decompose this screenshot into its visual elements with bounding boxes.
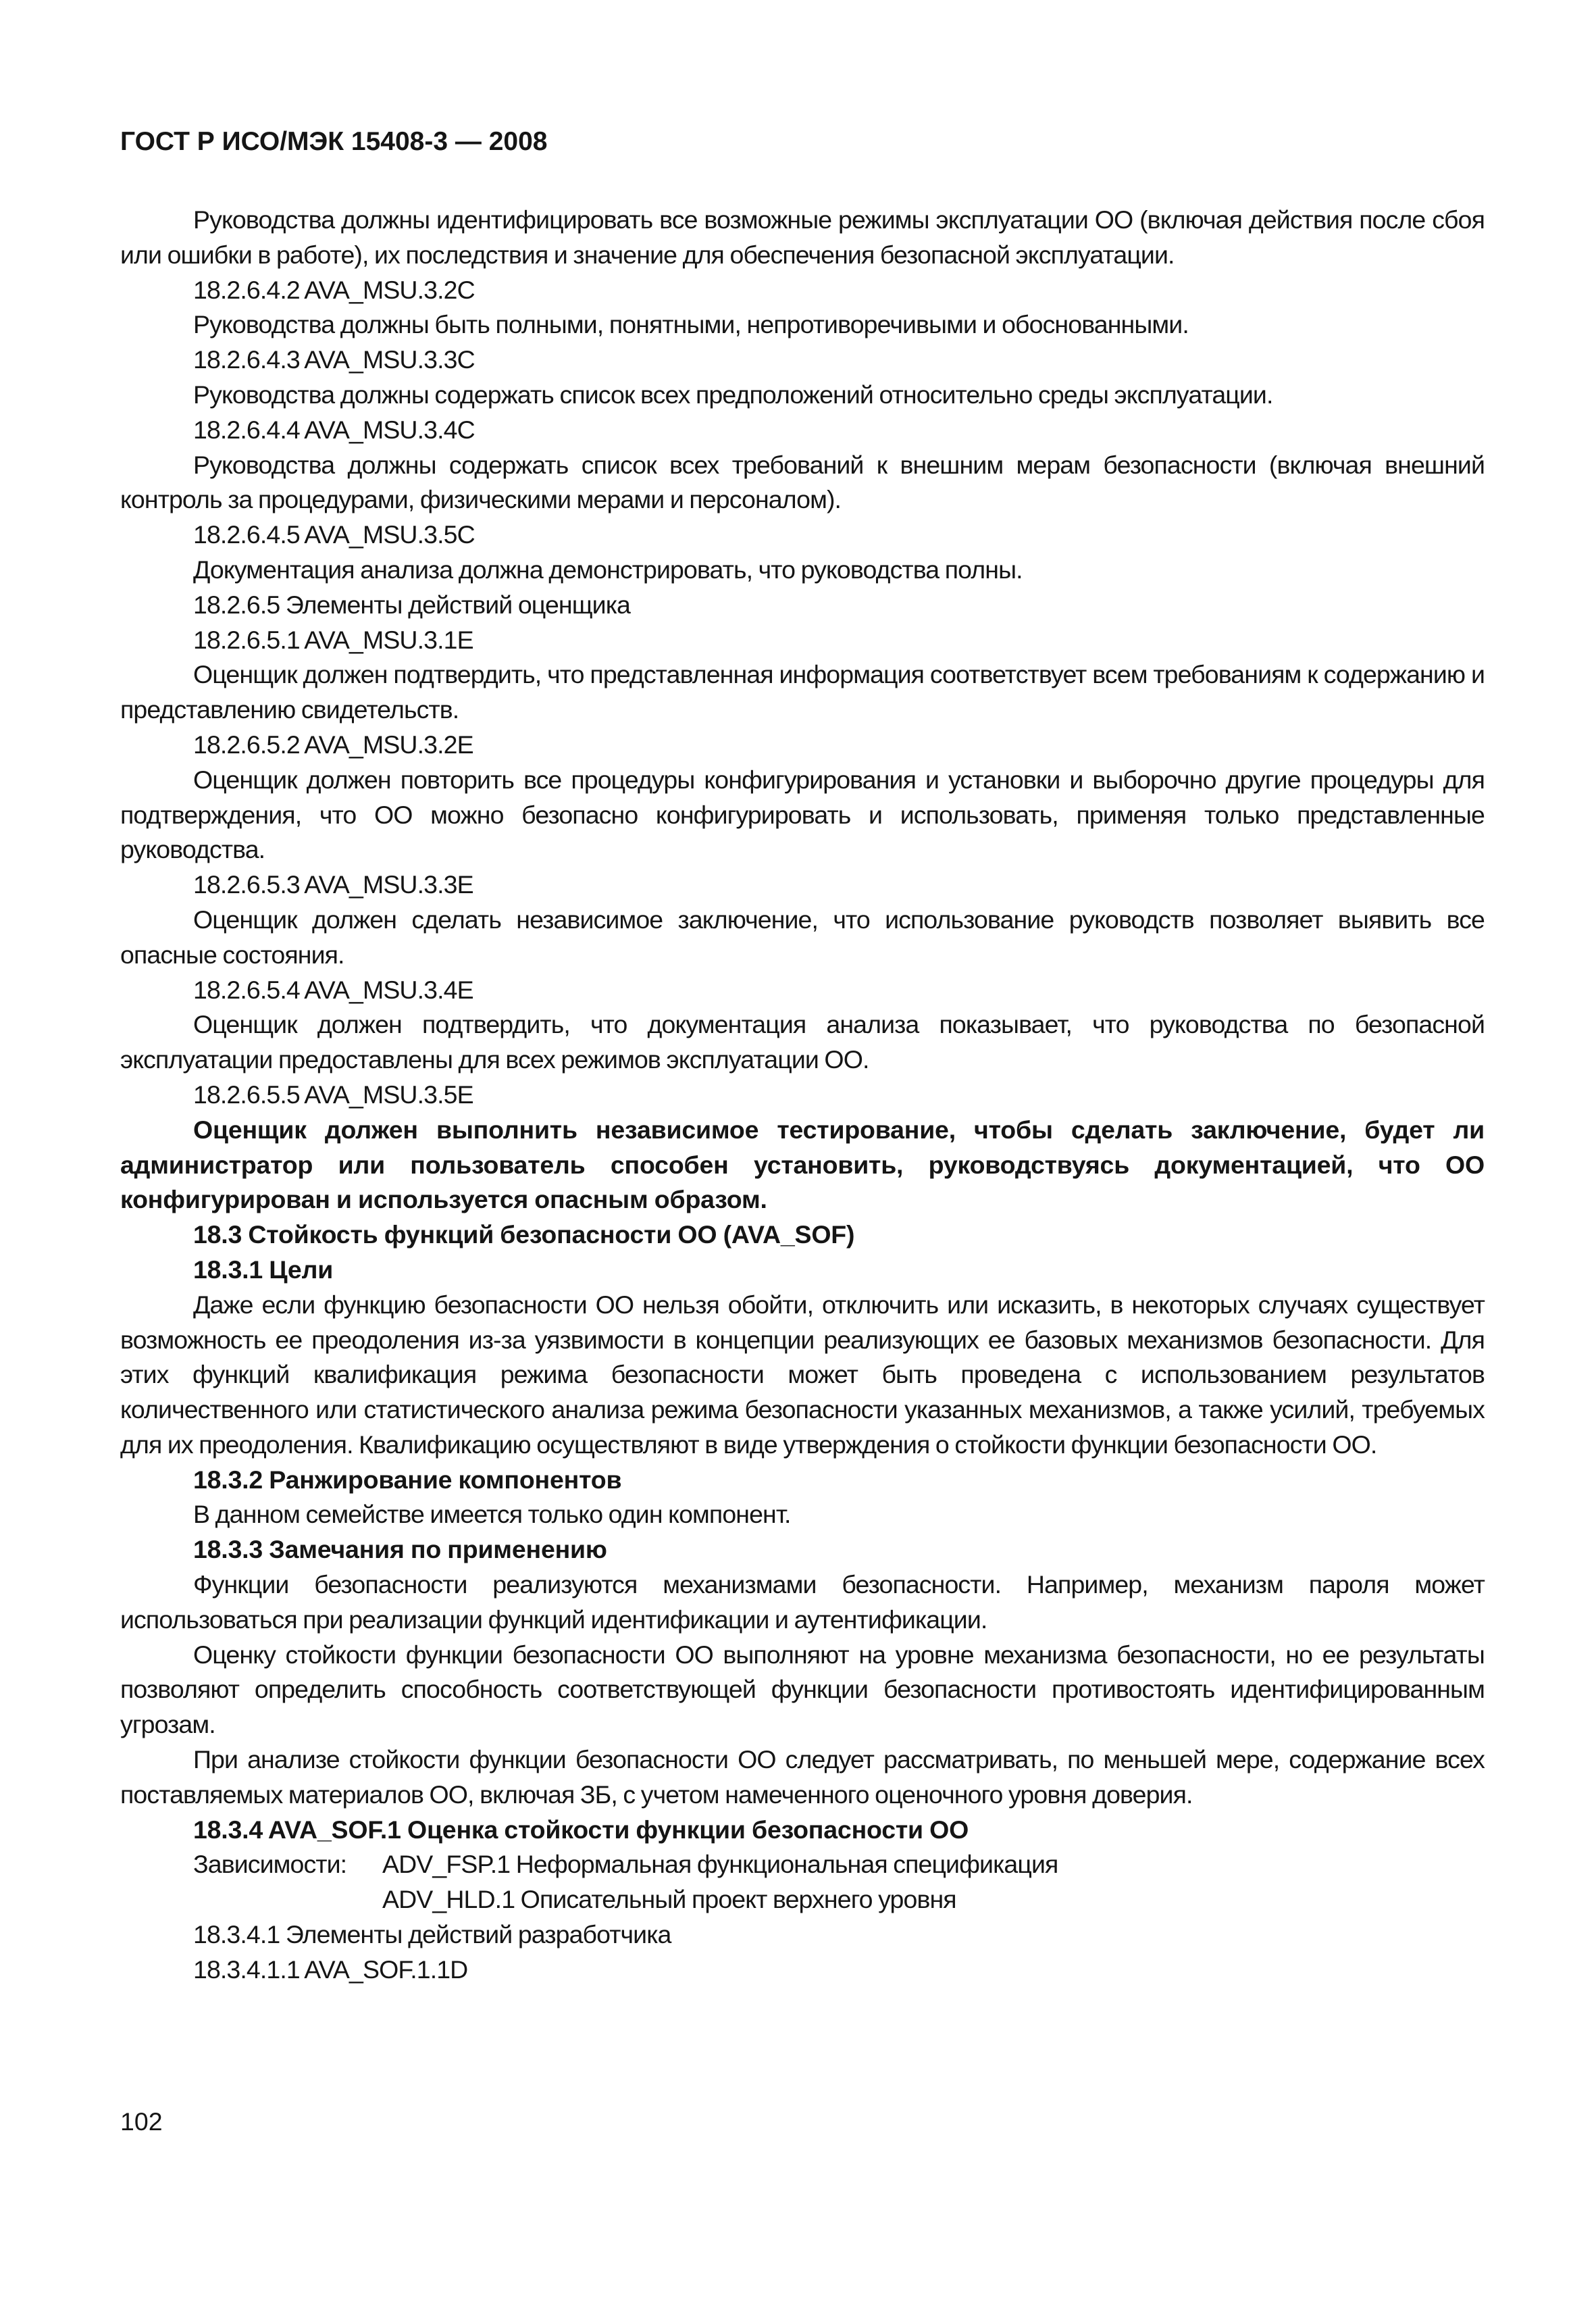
bold-paragraph: 18.3 Стойкость функций безопасности ОО (AVA_SOF) [193,1220,855,1249]
dependencies-label: Зависимости: [193,1850,347,1879]
paragraph: 18.3.4.1.1 AVA_SOF.1.1D [193,1955,468,1984]
paragraph: 18.2.6.5.5 AVA_MSU.3.5E [193,1080,473,1109]
dependencies-line [120,1847,1485,1882]
paragraph: 18.2.6.5.3 AVA_MSU.3.3E [193,870,473,899]
paragraph: Оценщик должен сделать независимое заключение, что использование руководств позволяет выявить все опасные состояния. [120,905,1485,969]
bold-paragraph: Оценщик должен выполнить независимое тестирование, чтобы сделать заключение, будет ли администратор или пользователь способен установить, руководствуясь документацией, что ОО конфигурирован и используется опасным образом. [120,1115,1485,1214]
paragraph: Руководства должны быть полными, понятными, непротиворечивыми и обоснованными. [193,310,1189,339]
bold-paragraph: 18.3.4 AVA_SOF.1 Оценка стойкости функции безопасности ОО [193,1815,969,1844]
dependency-item: ADV_HLD.1 Описательный проект верхнего уровня [382,1885,956,1914]
paragraph: 18.3.4.1 Элементы действий разработчика [193,1920,671,1949]
standard-header: ГОСТ Р ИСО/МЭК 15408-3 — 2008 [120,127,548,156]
paragraph: 18.2.6.4.2 AVA_MSU.3.2C [193,275,475,304]
paragraph: 18.2.6.4.5 AVA_MSU.3.5C [193,520,475,549]
paragraph: Руководства должны идентифицировать все возможные режимы эксплуатации ОО (включая действия после сбоя или ошибки в работе), их последствия и значение для обеспечения безопасной эксплуатации. [120,205,1485,269]
paragraph: 18.2.6.5.4 AVA_MSU.3.4E [193,975,473,1004]
paragraph: Руководства должны содержать список всех требований к внешним мерам безопасности (включая внешний контроль за процедурами, физическими мерами и персоналом). [120,450,1485,514]
paragraph: Документация анализа должна демонстрировать, что руководства полны. [193,555,1023,584]
paragraph: Оценщик должен подтвердить, что представленная информация соответствует всем требованиям к содержанию и представлению свидетельств. [120,660,1485,724]
paragraph: Функции безопасности реализуются механизмами безопасности. Например, механизм пароля может использоваться при реализации функций идентификации и аутентификации. [120,1570,1485,1634]
bold-paragraph: 18.3.2 Ранжирование компонентов [193,1465,622,1494]
paragraph: 18.2.6.4.4 AVA_MSU.3.4C [193,415,475,444]
paragraph: Даже если функцию безопасности ОО нельзя обойти, отключить или исказить, в некоторых случаях существует возможность ее преодоления из-за уязвимости в концепции реализующих ее базовых механизмов безопасности. Для этих функций квалификация режима безопасности может быть проведена с использованием результатов количественного или статистического анализа режима безопасности указанных механизмов, а также усилий, требуемых для их преодоления. Квалификацию осуществляют в виде утверждения о стойкости функции безопасности ОО. [120,1290,1485,1459]
document-body [120,203,1485,1988]
paragraph: Оценку стойкости функции безопасности ОО выполняют на уровне механизма безопасности, но ее результаты позволяют определить способность соответствующей функции безопасности противостоять идентифицированным угрозам. [120,1640,1485,1739]
paragraph: При анализе стойкости функции безопасности ОО следует рассматривать, по меньшей мере, содержание всех поставляемых материалов ОО, включая ЗБ, с учетом намеченного оценочного уровня доверия. [120,1745,1485,1809]
paragraph: 18.2.6.5.2 AVA_MSU.3.2E [193,730,473,759]
paragraph: В данном семействе имеется только один компонент. [193,1500,791,1529]
bold-paragraph: 18.3.1 Цели [193,1255,334,1284]
paragraph: 18.2.6.4.3 AVA_MSU.3.3C [193,345,475,374]
paragraph: Руководства должны содержать список всех предположений относительно среды эксплуатации. [193,380,1273,409]
tail-paragraphs [120,1917,1485,1988]
paragraph: Оценщик должен подтвердить, что документация анализа показывает, что руководства по безопасной эксплуатации предоставлены для всех режимов эксплуатации ОО. [120,1010,1485,1074]
dependency-item: ADV_FSP.1 Неформальная функциональная спецификация [382,1850,1058,1879]
paragraph: 18.2.6.5.1 AVA_MSU.3.1E [193,625,473,654]
bold-paragraph: 18.3.3 Замечания по применению [193,1535,607,1564]
page-number: 102 [120,2107,163,2136]
paragraph: Оценщик должен повторить все процедуры конфигурирования и установки и выборочно другие процедуры для подтверждения, что ОО можно безопасно конфигурировать и использовать, применяя только представленные руководства. [120,765,1485,864]
main-paragraphs [120,203,1485,1847]
paragraph: 18.2.6.5 Элементы действий оценщика [193,590,631,619]
